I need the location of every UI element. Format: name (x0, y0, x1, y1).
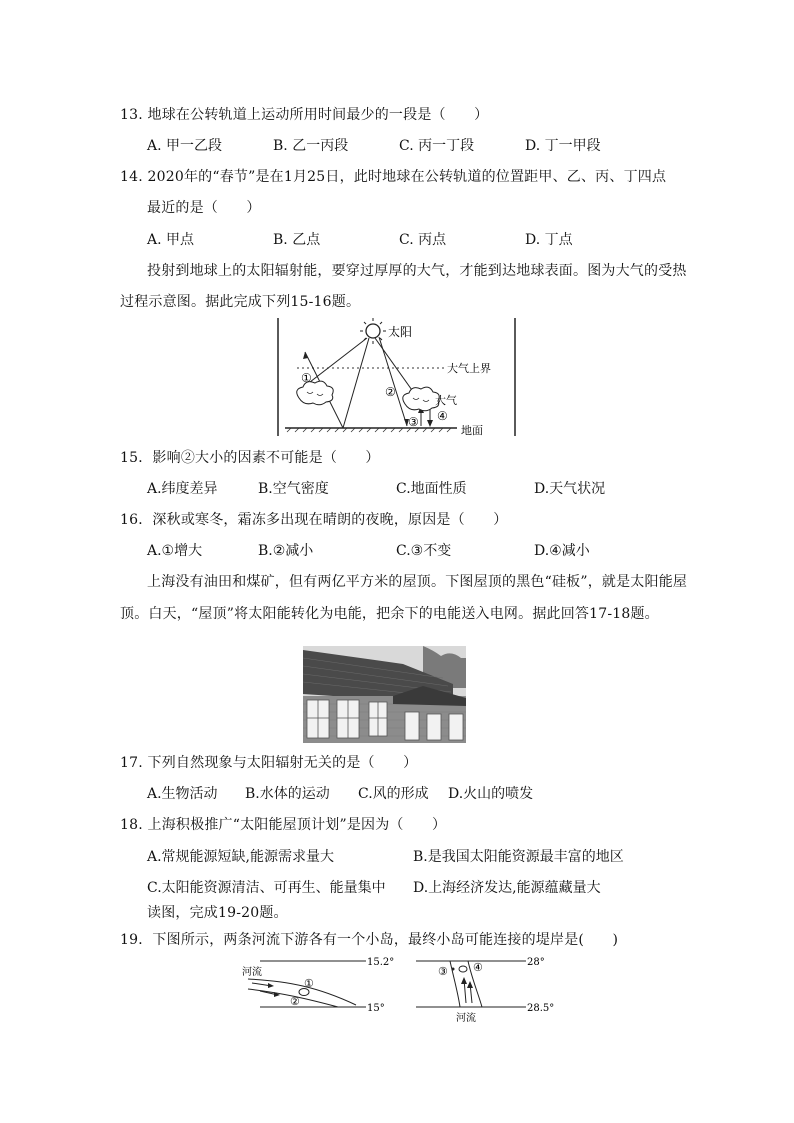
q14-stem-line2: 最近的是（ ） (147, 200, 261, 216)
left-lat-top: 15.2° (367, 957, 395, 968)
ground-label: 地面 (461, 424, 483, 437)
q13-option-d: D. 丁一甲段 (525, 138, 601, 154)
q16-option-b: B.②减小 (258, 543, 314, 559)
q18-stem: 18. 上海积极推广“太阳能屋顶计划”是因为（ ） (120, 817, 447, 833)
river-diagram-right (410, 955, 560, 1025)
q17-stem: 17. 下列自然现象与太阳辐射无关的是（ ） (120, 755, 418, 771)
q18-option-a: A.常规能源短缺,能源需求量大 (147, 849, 335, 865)
q18-option-d: D.上海经济发达,能源蕴藏量大 (413, 880, 601, 896)
q18-option-b: B.是我国太阳能资源最丰富的地区 (413, 849, 624, 865)
passage2-line2: 顶。白天，“屋顶”将太阳能转化为电能，把余下的电能送入电网。据此回答17-18题。 (120, 606, 659, 622)
q15-option-b: B.空气密度 (258, 481, 329, 497)
left-lat-bottom: 15° (367, 1003, 385, 1014)
q18-option-c: C.太阳能资源清洁、可再生、能量集中 (147, 880, 386, 896)
left-mark-1: ① (304, 977, 314, 990)
q13-option-b: B. 乙一丙段 (273, 138, 349, 154)
q16-option-d: D.④减小 (534, 543, 590, 559)
passage3-line1: 读图，完成19-20题。 (147, 905, 288, 921)
q15-option-a: A.纬度差异 (147, 481, 218, 497)
passage1-line1: 投射到地球上的太阳辐射能，要穿过厚厚的大气，才能到达地球表面。图为大气的受热 (147, 263, 687, 279)
q14-option-b: B. 乙点 (273, 232, 321, 248)
atmosphere-label: 大气 (435, 394, 457, 407)
q17-option-b: B.水体的运动 (245, 786, 330, 802)
q15-option-c: C.地面性质 (396, 481, 467, 497)
passage2-line1: 上海没有油田和煤矿，但有两亿平方米的屋顶。下图屋顶的黑色“硅板”，就是太阳能屋 (147, 574, 688, 590)
q17-option-d: D.火山的喷发 (448, 786, 534, 802)
q14-option-d: D. 丁点 (525, 232, 573, 248)
cloud-right-icon (403, 387, 439, 411)
right-mark-3: ③ (438, 965, 448, 978)
right-lat-bottom: 28.5° (527, 1003, 555, 1014)
q14-option-c: C. 丙点 (399, 232, 447, 248)
q19-stem: 19．下图所示，两条河流下游各有一个小岛，最终小岛可能连接的堤岸是( ) (120, 932, 619, 948)
sun-label: 太阳 (388, 325, 413, 339)
right-lat-top: 28° (527, 957, 545, 968)
solar-roof-photo (303, 646, 466, 743)
q15-option-d: D.天气状况 (534, 481, 606, 497)
right-river-label: 河流 (456, 1013, 476, 1024)
atmosphere-top-label: 大气上界 (447, 362, 491, 375)
atmosphere-heating-diagram (275, 314, 520, 439)
mark-4: ④ (437, 409, 448, 423)
q15-stem: 15．影响②大小的因素不可能是（ ） (120, 450, 380, 466)
right-island-icon (459, 966, 467, 972)
q16-option-c: C.③不变 (396, 543, 452, 559)
q13-option-c: C. 丙一丁段 (399, 138, 475, 154)
q16-stem: 16．深秋或寒冬，霜冻多出现在晴朗的夜晚，原因是（ ） (120, 512, 508, 528)
left-river-label: 河流 (242, 967, 262, 978)
q17-option-c: C.风的形成 (358, 786, 429, 802)
q13-option-a: A. 甲一乙段 (147, 138, 223, 154)
passage1-line2: 过程示意图。据此完成下列15-16题。 (120, 294, 361, 310)
q14-stem-line1: 14. 2020年的“春节”是在1月25日，此时地球在公转轨道的位置距甲、乙、丙、丁四点 (120, 169, 667, 185)
river-diagram-left (238, 955, 398, 1017)
q13-stem: 13. 地球在公转轨道上运动所用时间最少的一段是（ ） (120, 107, 489, 123)
left-mark-2: ② (290, 995, 300, 1008)
mark-3: ③ (408, 415, 419, 429)
right-mark-4: ④ (473, 961, 483, 974)
mark-1: ① (301, 371, 312, 385)
q17-option-a: A.生物活动 (147, 786, 218, 802)
mark-2: ② (385, 385, 396, 399)
q14-option-a: A. 甲点 (147, 232, 195, 248)
q16-option-a: A.①增大 (147, 543, 203, 559)
